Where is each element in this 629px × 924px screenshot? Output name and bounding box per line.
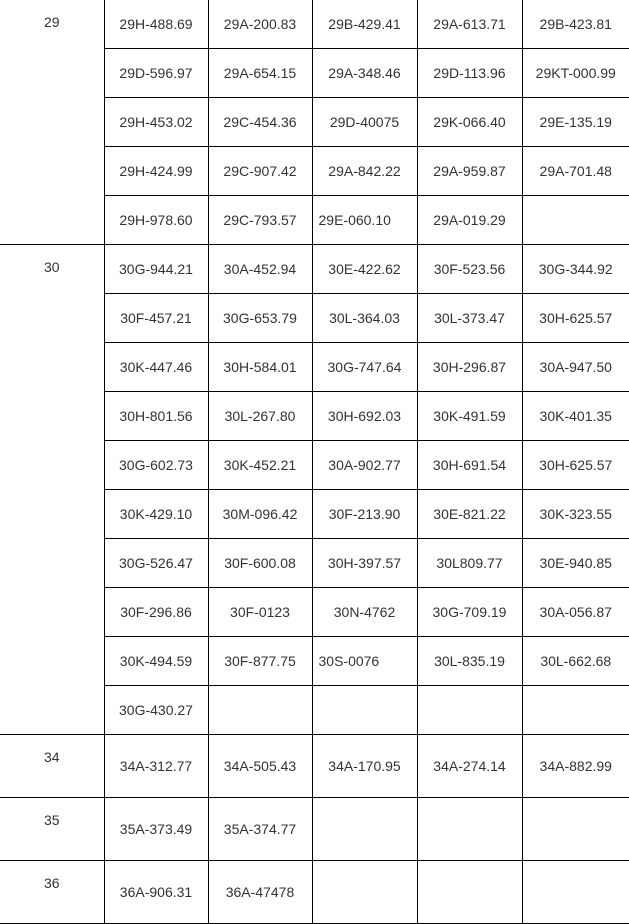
plate-cell: [417, 798, 522, 861]
plate-cell: 34A-312.77: [104, 735, 208, 798]
plate-cell: 36A-906.31: [104, 861, 208, 924]
plate-cell: 29B-429.41: [312, 0, 417, 49]
plate-cell: 30F-0123: [208, 588, 312, 637]
plate-cell: 29A-959.87: [417, 147, 522, 196]
plate-cell: 30E-821.22: [417, 490, 522, 539]
plate-cell: [312, 861, 417, 924]
plate-cell: 30K-323.55: [522, 490, 629, 539]
group-label: 36: [0, 861, 104, 924]
plate-cell: 30F-296.86: [104, 588, 208, 637]
plate-cell: 30N-4762: [312, 588, 417, 637]
table-row: [0, 735, 629, 798]
plate-cell: 30H-625.57: [522, 294, 629, 343]
plate-cell: 29A-200.83: [208, 0, 312, 49]
plate-cell: 30F-213.90: [312, 490, 417, 539]
plate-cell: [522, 861, 629, 924]
plate-cell: 35A-373.49: [104, 798, 208, 861]
plate-cell: 30A-056.87: [522, 588, 629, 637]
plate-cell: 30H-296.87: [417, 343, 522, 392]
plate-cell: 34A-505.43: [208, 735, 312, 798]
plate-cell: 29H-453.02: [104, 98, 208, 147]
plate-cell: 30H-625.57: [522, 441, 629, 490]
group-label: 35: [0, 798, 104, 861]
plate-cell: 30A-452.94: [208, 245, 312, 294]
plate-cell: 30F-877.75: [208, 637, 312, 686]
plate-cell: 30L-364.03: [312, 294, 417, 343]
plate-cell: 29A-019.29: [417, 196, 522, 245]
plate-cell: 34A-882.99: [522, 735, 629, 798]
plate-cell: 29B-423.81: [522, 0, 629, 49]
plate-cell: 30G-344.92: [522, 245, 629, 294]
plate-cell: 29H-978.60: [104, 196, 208, 245]
plate-cell: 29C-793.57: [208, 196, 312, 245]
plate-cell: 30K-401.35: [522, 392, 629, 441]
plate-cell: 36A-47478: [208, 861, 312, 924]
plate-cell: 34A-170.95: [312, 735, 417, 798]
plate-cell: 29A-613.71: [417, 0, 522, 49]
plate-cell: 30A-902.77: [312, 441, 417, 490]
plate-cell: 30G-944.21: [104, 245, 208, 294]
plate-cell: 30L809.77: [417, 539, 522, 588]
plate-cell: 29C-907.42: [208, 147, 312, 196]
plate-cell: 29A-701.48: [522, 147, 629, 196]
plate-cell: 29A-348.46: [312, 49, 417, 98]
plate-cell: 35A-374.77: [208, 798, 312, 861]
group-label: 30: [0, 245, 104, 735]
plate-cell: 30H-801.56: [104, 392, 208, 441]
plate-cell: 30E-422.62: [312, 245, 417, 294]
plate-cell: [208, 686, 312, 735]
plate-cell: 29A-842.22: [312, 147, 417, 196]
plate-cell: [417, 861, 522, 924]
group-label: 34: [0, 735, 104, 798]
plate-cell: 29H-424.99: [104, 147, 208, 196]
plate-cell: [312, 686, 417, 735]
plate-cell: 30A-947.50: [522, 343, 629, 392]
plate-cell: 30K-447.46: [104, 343, 208, 392]
plate-cell: [522, 686, 629, 735]
plate-cell: 30S-0076: [312, 637, 417, 686]
plate-cell: 30F-600.08: [208, 539, 312, 588]
plate-cell: 30L-835.19: [417, 637, 522, 686]
plate-cell: 29K-066.40: [417, 98, 522, 147]
plate-cell: 29E-135.19: [522, 98, 629, 147]
table-row: [0, 798, 629, 861]
plate-cell: 30H-692.03: [312, 392, 417, 441]
plate-cell: 29KT-000.99: [522, 49, 629, 98]
plate-cell: 30H-584.01: [208, 343, 312, 392]
table-row: [0, 0, 629, 49]
plate-cell: 29D-113.96: [417, 49, 522, 98]
table-row: [0, 861, 629, 924]
plate-cell: 29E-060.10: [312, 196, 417, 245]
plate-cell: 30F-457.21: [104, 294, 208, 343]
plate-cell: 34A-274.14: [417, 735, 522, 798]
plate-cell: 29C-454.36: [208, 98, 312, 147]
plate-cell: 30K-429.10: [104, 490, 208, 539]
plate-cell: [312, 798, 417, 861]
group-label: 29: [0, 0, 104, 245]
plate-cell: 30M-096.42: [208, 490, 312, 539]
plate-cell: 30F-523.56: [417, 245, 522, 294]
plate-cell: 29H-488.69: [104, 0, 208, 49]
plate-cell: 30L-662.68: [522, 637, 629, 686]
plate-cell: 30L-267.80: [208, 392, 312, 441]
plate-cell: 29D-596.97: [104, 49, 208, 98]
plate-cell: 30G-526.47: [104, 539, 208, 588]
plate-cell: 30H-691.54: [417, 441, 522, 490]
plate-cell: 30H-397.57: [312, 539, 417, 588]
plate-cell: 30G-747.64: [312, 343, 417, 392]
plate-cell: 30G-430.27: [104, 686, 208, 735]
plate-cell: 30K-491.59: [417, 392, 522, 441]
plate-cell: 29D-40075: [312, 98, 417, 147]
plate-cell: [417, 686, 522, 735]
plate-cell: 30L-373.47: [417, 294, 522, 343]
table-row: [0, 245, 629, 294]
plate-cell: [522, 196, 629, 245]
plate-cell: 30G-709.19: [417, 588, 522, 637]
plate-cell: 29A-654.15: [208, 49, 312, 98]
plate-cell: 30K-494.59: [104, 637, 208, 686]
plate-cell: 30K-452.21: [208, 441, 312, 490]
plate-cell: 30G-602.73: [104, 441, 208, 490]
plate-cell: 30G-653.79: [208, 294, 312, 343]
plate-cell: [522, 798, 629, 861]
plate-cell: 30E-940.85: [522, 539, 629, 588]
